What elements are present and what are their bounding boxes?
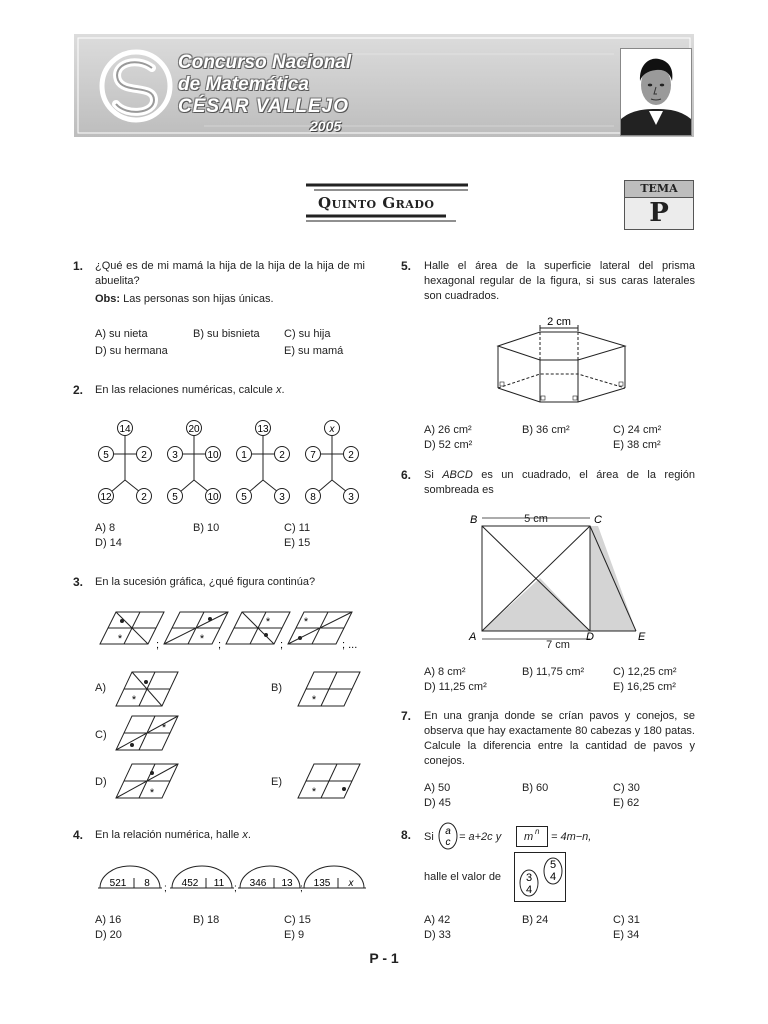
q6-label-e: E [638,631,646,643]
q3-option-b-figure[interactable] [294,670,364,710]
q2-f2-bl: 5 [172,492,178,503]
svg-text:*: * [303,616,309,628]
q8-rule-2: = 4m−n, [551,831,592,843]
svg-text:*: * [265,616,271,628]
q2-text [95,383,285,398]
q2-option-b[interactable]: B) 10 [193,522,220,534]
q3-sep-3: ; [280,639,284,650]
q4-sep-2: ; [234,883,237,894]
q6-option-a[interactable]: A) 8 cm² [424,666,466,678]
q2-option-d[interactable]: D) 14 [95,537,122,549]
q2-f2-right: 10 [207,450,219,461]
q1-option-c[interactable]: C) su hija [284,328,331,340]
q4-g4-b: x [348,878,354,889]
q4-g4-a: 135 [313,878,331,889]
q3-option-e-figure[interactable] [294,762,364,802]
q4-g2-a: 452 [181,878,199,889]
q3-text: En la sucesión gráfica, ¿qué figura continúa? [95,576,316,588]
q5-text: Halle el área de la superficie lateral del prisma hexagonal regular de la figura, si sus caras laterales son cuadrados. [424,260,695,302]
q6-label-b: B [470,514,478,526]
banner-line-1: Concurso Nacional [178,52,352,73]
q6-option-b[interactable]: B) 11,75 cm² [522,666,585,678]
q6-label-bottom: 7 cm [546,639,570,650]
q3-label-c[interactable]: C) [95,729,107,741]
q8-nested-ovals [515,853,565,901]
q6-label-c: C [594,514,602,526]
q4-g1-b: 8 [144,878,150,889]
header-banner [74,34,694,137]
q8-box-m: m [524,831,534,843]
q4-group-1 [98,866,162,889]
q2-option-a[interactable]: A) 8 [95,522,116,534]
q4-g2-b: 11 [213,878,225,889]
q8-oval-c: c [445,837,451,848]
q3-number: 3. [73,575,84,589]
q8-oval-a: a [445,826,451,837]
q1-obs [95,292,274,307]
q2-f3-left: 1 [241,450,247,461]
q2-option-c[interactable]: C) 11 [284,522,311,534]
q4-option-d[interactable]: D) 20 [95,929,122,941]
svg-text:*: * [149,787,155,799]
q3-sep-2: ; [218,639,222,650]
q7-option-e[interactable]: E) 62 [613,797,640,809]
q3-option-c-figure[interactable] [112,714,182,754]
q8-prompt: halle el valor de [424,871,502,883]
q2-figure-3 [237,421,290,504]
portrait-icon [621,49,691,135]
q8-rule-1: = a+2c y [459,831,502,843]
q2-number: 2. [73,383,84,397]
q8-option-e[interactable]: E) 34 [613,929,640,941]
q2-f2-br: 10 [207,492,219,503]
svg-text:*: * [161,722,167,734]
q6-square-figure [464,508,660,650]
q4-sep-3: ; [300,883,303,894]
q4-group-2 [170,866,234,889]
q2-f4-top: x [329,424,335,435]
q8-n5: 5 [549,859,557,871]
q6-label-d: D [586,631,594,643]
svg-text:*: * [131,694,137,706]
banner-year: 2005 [310,118,342,134]
q3-seq-fig-1 [100,612,164,645]
q7-option-c[interactable]: C) 30 [613,782,640,794]
banner-line-3: CÉSAR VALLEJO [178,96,350,117]
q4-text-pre: En la relación numérica, halle [95,829,243,841]
q2-f4-left: 7 [310,450,316,461]
q6-text-var: ABCD [442,469,473,481]
q1-option-b[interactable]: B) su bisnieta [193,328,260,340]
q2-f4-bl: 8 [310,492,316,503]
q1-obs-text: Las personas son hijas únicas. [120,293,274,305]
page-number: P - 1 [369,950,399,966]
q8-option-b[interactable]: B) 24 [522,914,549,926]
q2-f3-right: 2 [279,450,285,461]
q3-ellipsis: ; ... [342,639,358,650]
q3-label-e[interactable]: E) [271,776,282,788]
q4-text-post: . [247,829,251,841]
q2-f2-top: 20 [188,424,200,435]
q6-text-post: es un cuadrado, el área de la región sombreada es [424,469,695,496]
q4-group-4 [302,866,366,889]
q2-text-pre: En las relaciones numéricas, calcule [95,384,276,396]
q2-text-var: x [275,384,282,396]
q8-n4: 4 [525,884,533,896]
q4-g3-b: 13 [281,878,293,889]
q1-option-e[interactable]: E) su mamá [284,345,344,357]
q3-sequence [96,608,376,650]
q5-prism-figure [490,312,640,412]
q3-option-a-figure[interactable] [112,670,182,710]
svg-text:*: * [117,633,123,645]
q2-f4-right: 2 [348,450,354,461]
q6-text-pre: Si [424,469,443,481]
q8-option-c[interactable]: C) 31 [613,914,640,926]
q1-number: 1. [73,259,84,273]
q3-option-d-figure[interactable] [112,762,182,802]
q2-figure-4 [306,421,359,504]
q4-relation [96,862,368,894]
q4-g1-a: 521 [109,878,127,889]
q7-option-b[interactable]: B) 60 [522,782,549,794]
q4-option-e[interactable]: E) 9 [284,929,305,941]
q4-group-3 [238,866,302,889]
q8-option-d[interactable]: D) 33 [424,929,451,941]
q1-text: ¿Qué es de mi mamá la hija de la hija de la hija de mi abuelita? [95,260,365,287]
q2-f1-br: 2 [141,492,147,503]
contest-logo-icon [96,46,176,126]
q6-text [424,468,695,498]
q1-obs-label: Obs: [95,293,121,305]
q2-f3-bl: 5 [241,492,247,503]
q6-label-a: A [469,631,477,643]
q4-option-a[interactable]: A) 16 [95,914,122,926]
q5-option-e[interactable]: E) 38 cm² [613,439,661,451]
q5-option-d[interactable]: D) 52 cm² [424,439,473,451]
q6-number: 6. [401,468,412,482]
section-title: Quinto Grado [318,194,435,212]
portrait-frame [620,48,692,136]
svg-text:*: * [311,786,317,798]
q2-f1-right: 2 [141,450,147,461]
q4-sep-1: ; [164,883,167,894]
q2-f4-br: 3 [348,492,354,503]
q2-figures [88,414,378,510]
q7-option-a[interactable]: A) 50 [424,782,451,794]
tema-letter: P [649,198,669,228]
q4-option-c[interactable]: C) 15 [284,914,311,926]
q8-oval-operator [437,822,459,850]
q8-box-operator [516,826,548,847]
q7-option-d[interactable]: D) 45 [424,797,451,809]
q2-f3-top: 13 [257,424,269,435]
q4-text [95,828,251,843]
q6-option-c[interactable]: C) 12,25 cm² [613,666,677,678]
q6-option-e[interactable]: E) 16,25 cm² [613,681,676,693]
q2-f1-left: 5 [103,450,109,461]
q8-nested-expression [514,852,566,902]
q4-number: 4. [73,828,84,842]
banner-line-2: de Matemática [178,74,309,95]
q2-figure-2 [168,421,221,504]
q3-label-b[interactable]: B) [271,682,282,694]
q1-option-d[interactable]: D) su hermana [95,345,168,357]
q8-n3: 3 [525,872,533,884]
svg-text:*: * [199,633,205,645]
q3-label-a[interactable]: A) [95,682,106,694]
q1-option-a[interactable]: A) su nieta [95,328,148,340]
q2-f1-bl: 12 [100,492,112,503]
q2-f3-br: 3 [279,492,285,503]
q7-number: 7. [401,709,412,723]
tema-label: TEMA [625,181,693,198]
q2-option-e[interactable]: E) 15 [284,537,311,549]
q2-text-post: . [281,384,285,396]
q3-label-d[interactable]: D) [95,776,107,788]
q5-number: 5. [401,259,412,273]
q5-option-b[interactable]: B) 36 cm² [522,424,570,436]
q4-text-var: x [242,829,248,841]
q4-g3-a: 346 [249,878,267,889]
q3-sep-1: ; [156,639,160,650]
q8-si: Si [424,831,434,843]
tema-box [624,180,694,230]
q8-box-n: n [535,827,540,836]
q8-number: 8. [401,828,412,842]
q2-f1-top: 14 [119,424,131,435]
q5-option-a[interactable]: A) 26 cm² [424,424,472,436]
q4-option-b[interactable]: B) 18 [193,914,220,926]
q8-n4b: 4 [549,871,557,883]
svg-text:*: * [311,694,317,706]
q2-figure-1 [99,421,152,504]
q6-label-top: 5 cm [524,513,548,525]
q5-option-c[interactable]: C) 24 cm² [613,424,662,436]
q8-option-a[interactable]: A) 42 [424,914,451,926]
q5-dimension: 2 cm [547,316,571,328]
q2-f2-left: 3 [172,450,178,461]
q7-text: En una granja donde se crían pavos y conejos, se observa que hay exactamente 80 cabezas y 180 patas. Calcule la diferencia entre la cantidad de pavos y conejos. [424,710,695,767]
q6-option-d[interactable]: D) 11,25 cm² [424,681,487,693]
